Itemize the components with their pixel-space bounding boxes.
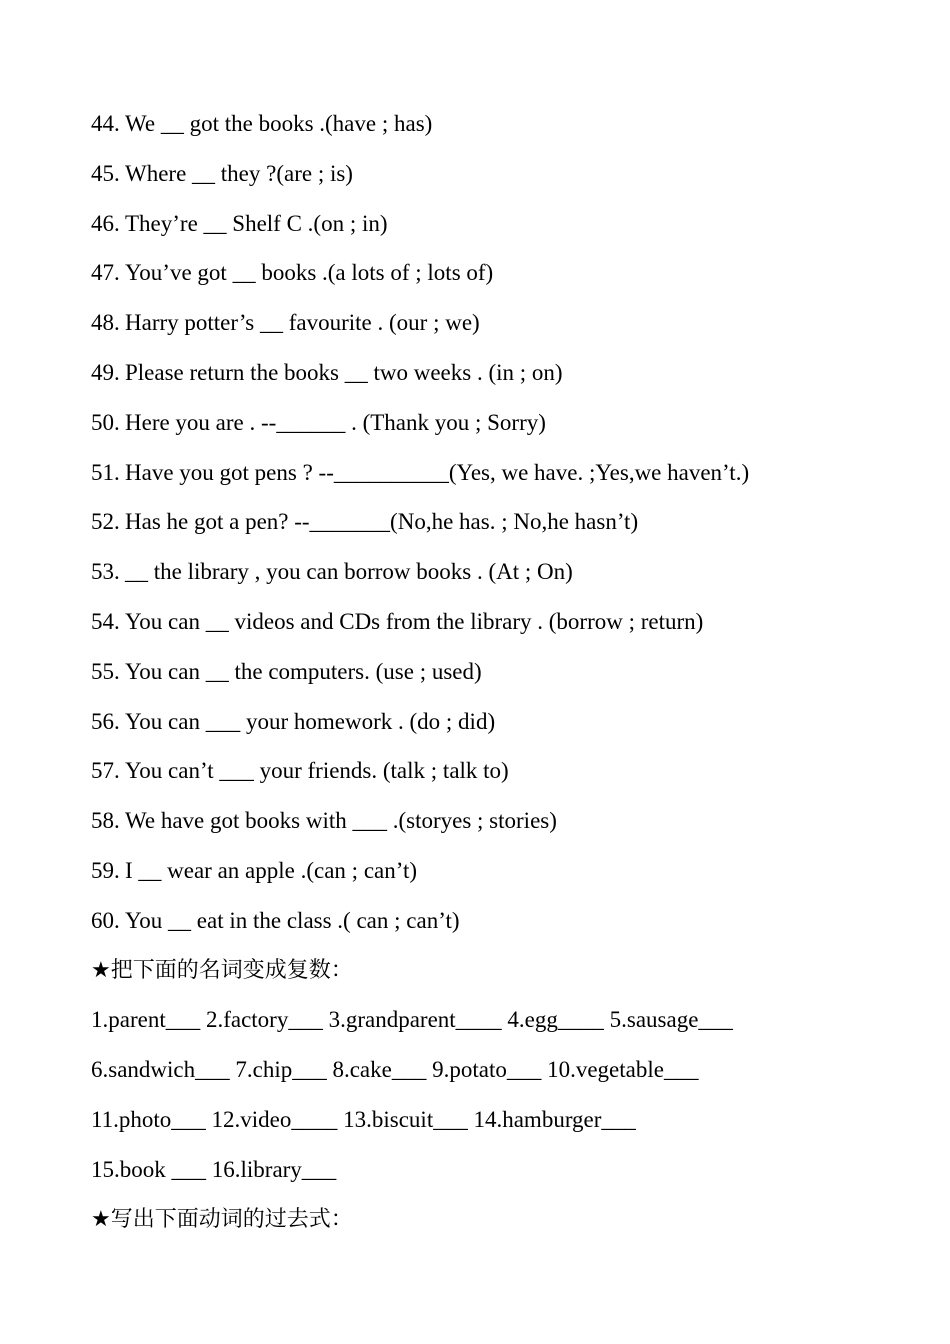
plural-word-line: 11.photo___ 12.video____ 13.biscuit___ 14.hamburger___ bbox=[91, 1106, 636, 1132]
question-number: 54. bbox=[91, 608, 120, 634]
question-number: 56. bbox=[91, 708, 120, 734]
question-number: 50. bbox=[91, 409, 120, 435]
plural-word-line: 6.sandwich___ 7.chip___ 8.cake___ 9.potato___ 10.vegetable___ bbox=[91, 1057, 699, 1083]
question-text: You __ eat in the class .( can ; can’t) bbox=[125, 907, 460, 933]
question-number: 49. bbox=[91, 359, 120, 385]
question-number: 52. bbox=[91, 509, 120, 535]
question-number: 51. bbox=[91, 459, 120, 485]
question-text: We have got books with ___ .(storyes ; stories) bbox=[125, 808, 557, 834]
question-text: You can __ videos and CDs from the library . (borrow ; return) bbox=[125, 608, 704, 634]
question-item bbox=[91, 803, 931, 853]
question-number: 59. bbox=[91, 857, 120, 883]
question-number: 55. bbox=[91, 658, 120, 684]
question-item bbox=[91, 753, 931, 803]
question-text: Where __ they ?(are ; is) bbox=[125, 160, 353, 186]
question-item bbox=[91, 903, 931, 953]
question-number: 58. bbox=[91, 808, 120, 834]
plural-word-line: 1.parent___ 2.factory___ 3.grandparent____ 4.egg____ 5.sausage___ bbox=[91, 1007, 733, 1033]
worksheet-content bbox=[91, 106, 931, 1251]
question-item bbox=[91, 305, 931, 355]
plural-section-heading: ★把下面的名词变成复数： bbox=[91, 957, 353, 983]
question-text: Have you got pens ? --__________(Yes, we have. ;Yes,we haven’t.) bbox=[125, 459, 750, 485]
question-item bbox=[91, 355, 931, 405]
question-number: 48. bbox=[91, 310, 120, 336]
question-item bbox=[91, 255, 931, 305]
question-item bbox=[91, 604, 931, 654]
question-text: We __ got the books .(have ; has) bbox=[125, 111, 433, 136]
question-number: 45. bbox=[91, 160, 120, 186]
question-text: They’re __ Shelf C .(on ; in) bbox=[125, 210, 388, 236]
past-tense-section-heading: ★写出下面动词的过去式： bbox=[91, 1206, 353, 1232]
question-text: You can’t ___ your friends. (talk ; talk to) bbox=[125, 758, 509, 784]
question-number: 47. bbox=[91, 260, 120, 286]
question-item bbox=[91, 554, 931, 604]
question-item bbox=[91, 106, 931, 156]
question-item bbox=[91, 853, 931, 903]
question-item bbox=[91, 704, 931, 754]
question-number: 57. bbox=[91, 758, 120, 784]
question-text: I __ wear an apple .(can ; can’t) bbox=[125, 857, 418, 883]
question-item bbox=[91, 654, 931, 704]
question-item bbox=[91, 156, 931, 206]
question-text: __ the library , you can borrow books . (At ; On) bbox=[125, 559, 573, 585]
question-item bbox=[91, 455, 931, 505]
question-number: 53. bbox=[91, 559, 120, 585]
question-number: 60. bbox=[91, 907, 120, 933]
question-item bbox=[91, 405, 931, 455]
question-item bbox=[91, 504, 931, 554]
plural-word-line: 15.book ___ 16.library___ bbox=[91, 1156, 337, 1182]
question-number: 44. bbox=[91, 111, 120, 136]
question-text: Here you are . --______ . (Thank you ; Sorry) bbox=[125, 409, 546, 435]
question-text: You can __ the computers. (use ; used) bbox=[125, 658, 482, 684]
question-item bbox=[91, 206, 931, 256]
question-text: You’ve got __ books .(a lots of ; lots of) bbox=[125, 260, 494, 286]
question-text: Please return the books __ two weeks . (in ; on) bbox=[125, 359, 563, 385]
question-text: Harry potter’s __ favourite . (our ; we) bbox=[125, 310, 480, 336]
question-number: 46. bbox=[91, 210, 120, 236]
question-text: Has he got a pen? --_______(No,he has. ; No,he hasn’t) bbox=[125, 509, 639, 535]
question-text: You can ___ your homework . (do ; did) bbox=[125, 708, 496, 734]
